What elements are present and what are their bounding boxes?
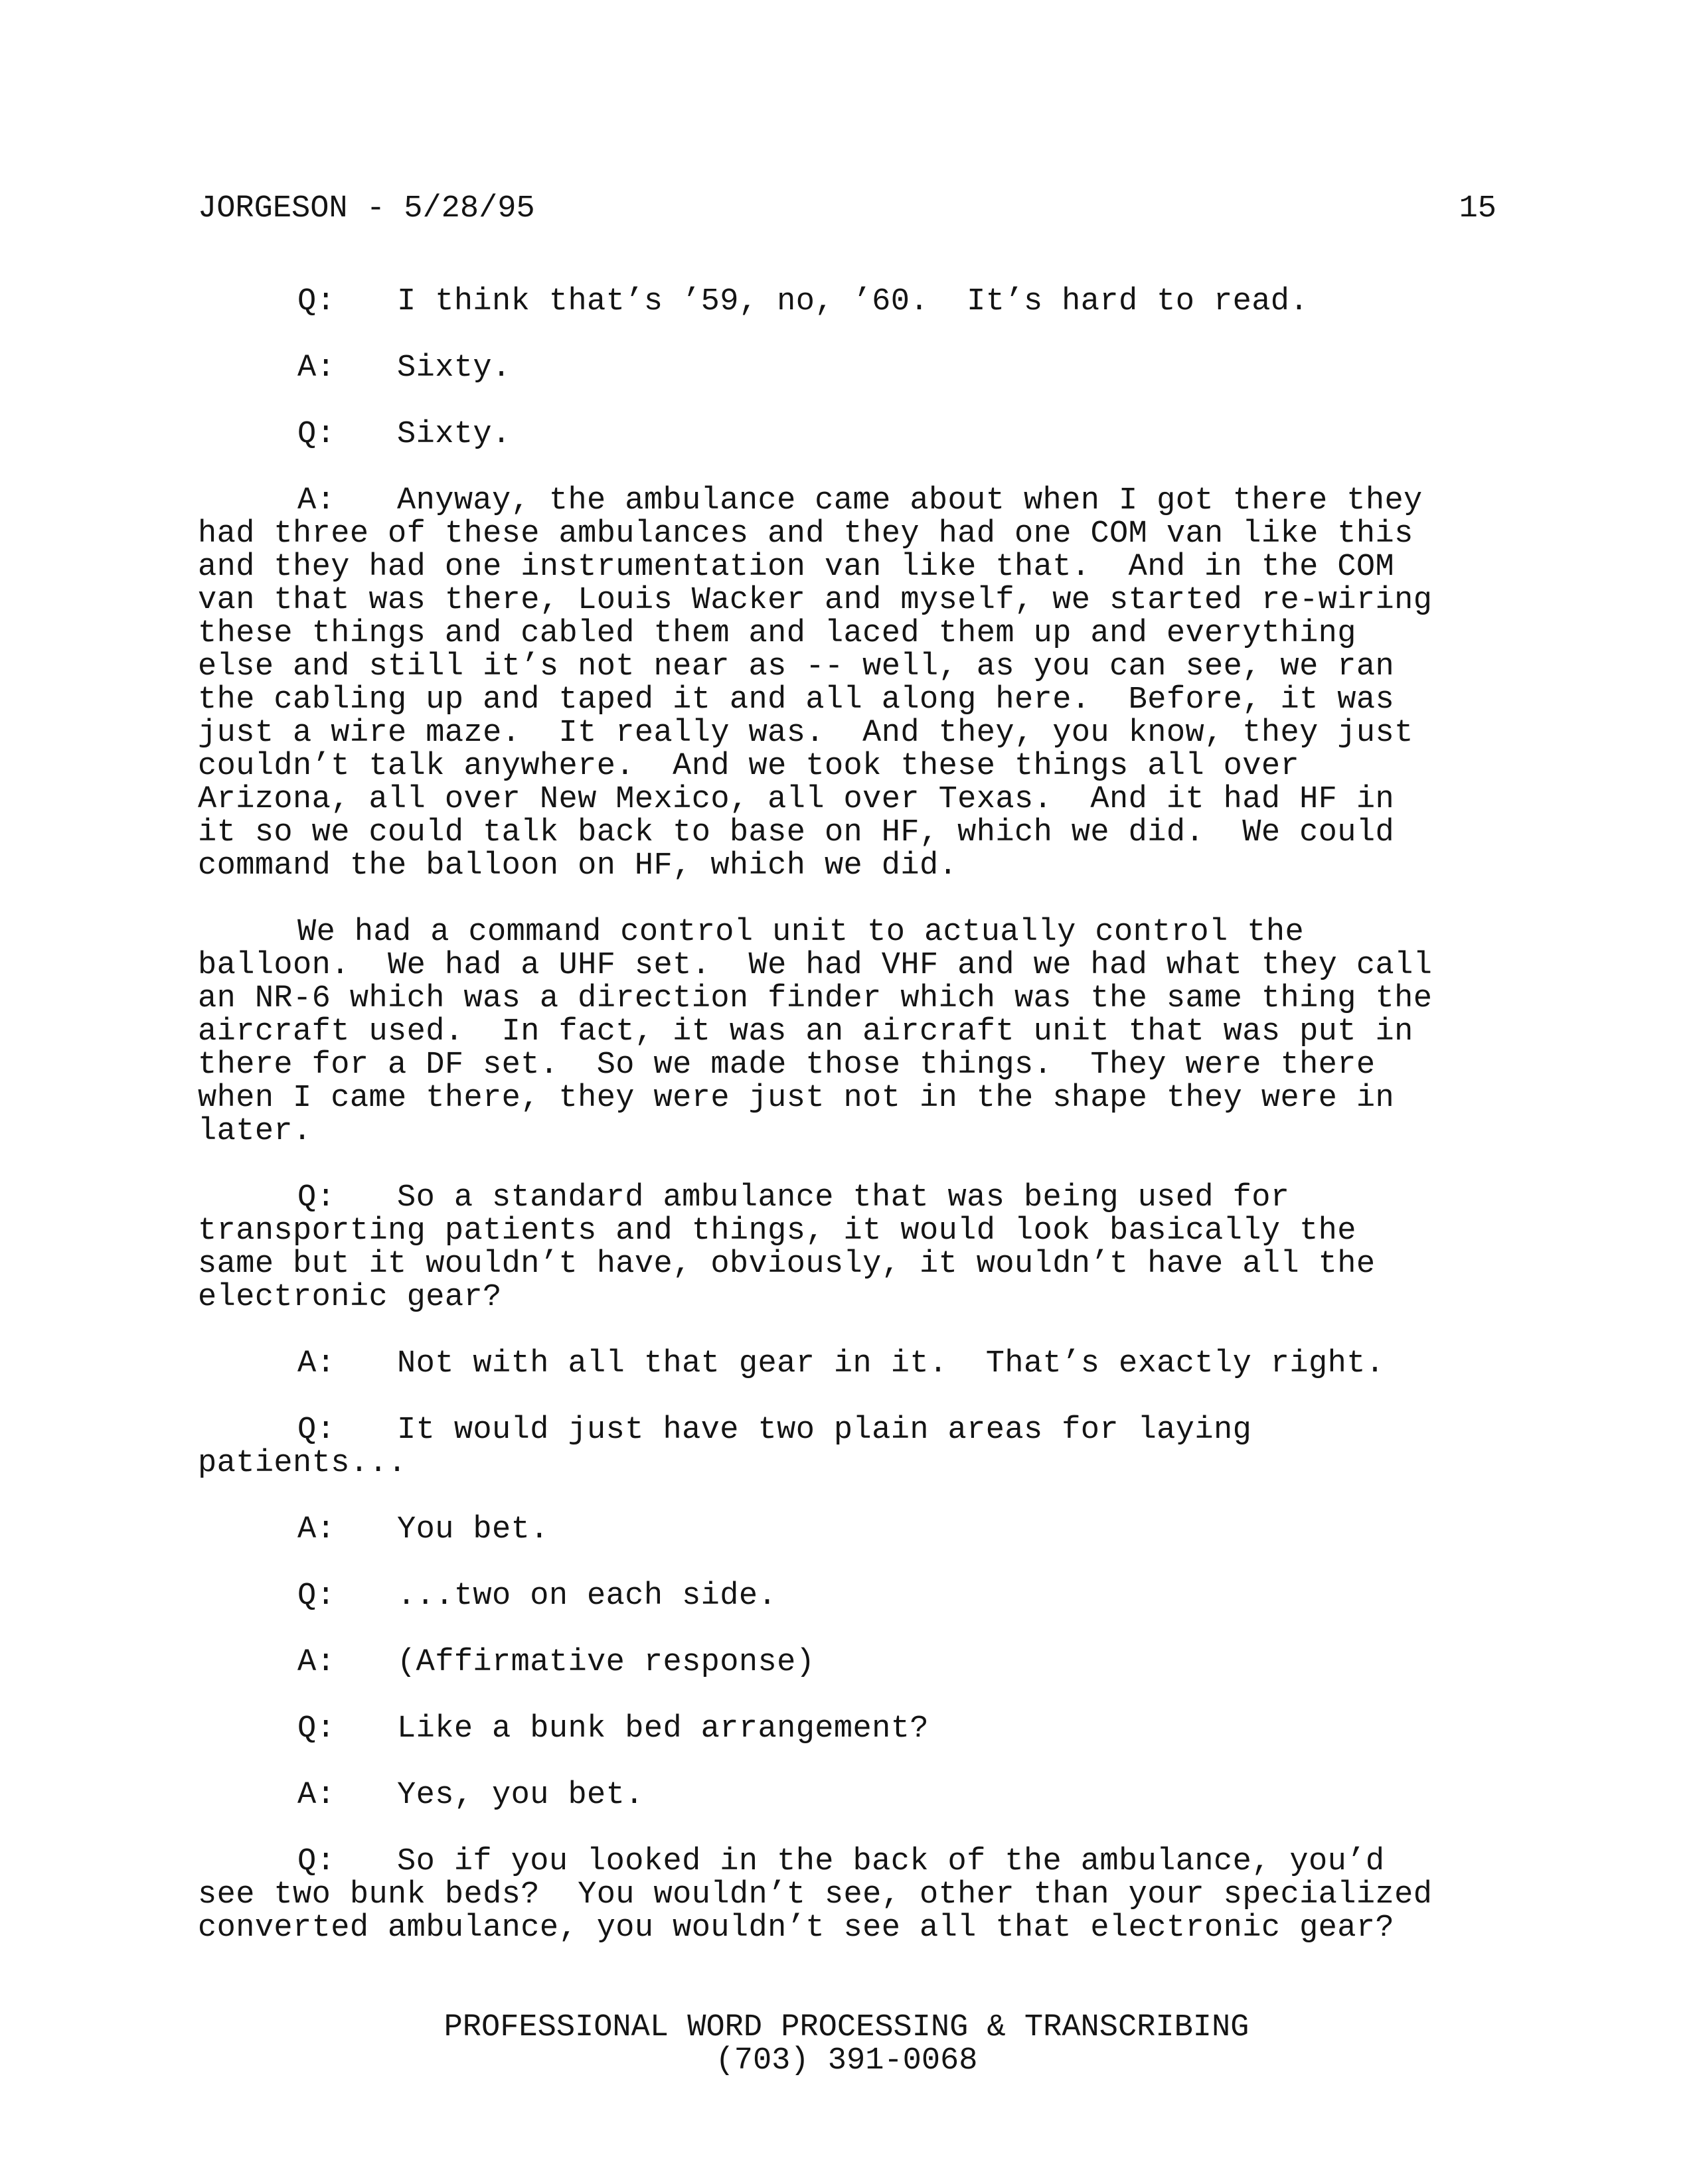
speaker-label: A: [297, 1778, 336, 1813]
transcript-paragraph [198, 285, 1499, 319]
paragraph-text: You bet. [397, 1512, 549, 1547]
paragraph-text: Yes, you bet. [397, 1778, 644, 1813]
paragraph-text: So if you looked in the back of the ambulance, you’d see two bunk beds? You wouldn’t see, other than your specialized converted ambulance, you wouldn’t see all that electronic gear? [198, 1844, 1433, 1946]
paragraph-text: So a standard ambulance that was being used for transporting patients and things, it would look basically the same but it wouldn’t have, obviously, it wouldn’t have all the electronic gear? [198, 1180, 1376, 1315]
transcript-paragraph [198, 485, 1499, 883]
speaker-label: Q: [297, 284, 336, 319]
paragraph-text: We had a command control unit to actually control the balloon. We had a UHF set. We had VHF and we had what they call an NR-6 which was a direction finder which was the same thing the aircraft used. In fact, it was an aircraft unit that was put in there for a DF set. So we made those things. They were there when I came there, they were just not in the shape they were in later. [198, 915, 1433, 1149]
speaker-label: Q: [297, 1711, 336, 1747]
paragraph-text: (Affirmative response) [397, 1645, 815, 1680]
transcript-paragraph [198, 1779, 1499, 1812]
page-header [198, 186, 1496, 232]
header-title: JORGESON - 5/28/95 [198, 191, 535, 226]
transcript-paragraph [198, 1182, 1499, 1314]
transcript-paragraph [198, 1514, 1499, 1547]
speaker-label: Q: [297, 1579, 336, 1614]
speaker-label: Q: [297, 1844, 336, 1879]
paragraph-text: Sixty. [397, 417, 511, 452]
page-number: 15 [1459, 191, 1496, 226]
page-footer [0, 2011, 1693, 2078]
transcript-paragraph [198, 1646, 1499, 1679]
transcript-paragraph [198, 418, 1499, 451]
paragraph-text: I think that’s ’59, no, ’60. It’s hard to read. [397, 284, 1309, 319]
speaker-label: A: [297, 351, 336, 386]
speaker-label: Q: [297, 417, 336, 452]
paragraph-text: Anyway, the ambulance came about when I got there they had three of these ambulances and they had one COM van like this and they had one instrumentation van like that. And in the COM van that was there, Louis Wacker and myself, we started re-wiring these things and cabled them and laced them up and everything else and still it’s not near as -- well, as you can see, we ran the cabling up and taped it and all along here. Before, it was just a wire maze. It really was. And they, you know, they just couldn’t talk anywhere. And we took these things all over Arizona, all over New Mexico, all over Texas. And it had HF in it so we could talk back to base on HF, which we did. We could command the balloon on HF, which we did. [198, 483, 1433, 884]
footer-company: PROFESSIONAL WORD PROCESSING & TRANSCRIBING [443, 2010, 1250, 2045]
transcript-paragraph [198, 1845, 1499, 1945]
paragraph-text: ...two on each side. [397, 1579, 777, 1614]
speaker-label: A: [297, 1346, 336, 1381]
paragraph-text: It would just have two plain areas for laying patients... [198, 1413, 1252, 1481]
transcript-paragraph [198, 352, 1499, 385]
speaker-label: A: [297, 1645, 336, 1680]
speaker-label: Q: [297, 1180, 336, 1215]
paragraph-text: Like a bunk bed arrangement? [397, 1711, 929, 1747]
transcript-paragraph [198, 1713, 1499, 1746]
speaker-label: Q: [297, 1413, 336, 1448]
transcript-paragraph [198, 1414, 1499, 1480]
speaker-label: A: [297, 483, 336, 518]
footer-phone: (703) 391-0068 [715, 2043, 978, 2078]
speaker-label: A: [297, 1512, 336, 1547]
transcript-body [198, 285, 1499, 1978]
transcript-paragraph [198, 1580, 1499, 1613]
transcript-paragraph [198, 1348, 1499, 1381]
transcript-paragraph [198, 916, 1499, 1148]
paragraph-text: Sixty. [397, 351, 511, 386]
paragraph-text: Not with all that gear in it. That’s exactly right. [397, 1346, 1385, 1381]
